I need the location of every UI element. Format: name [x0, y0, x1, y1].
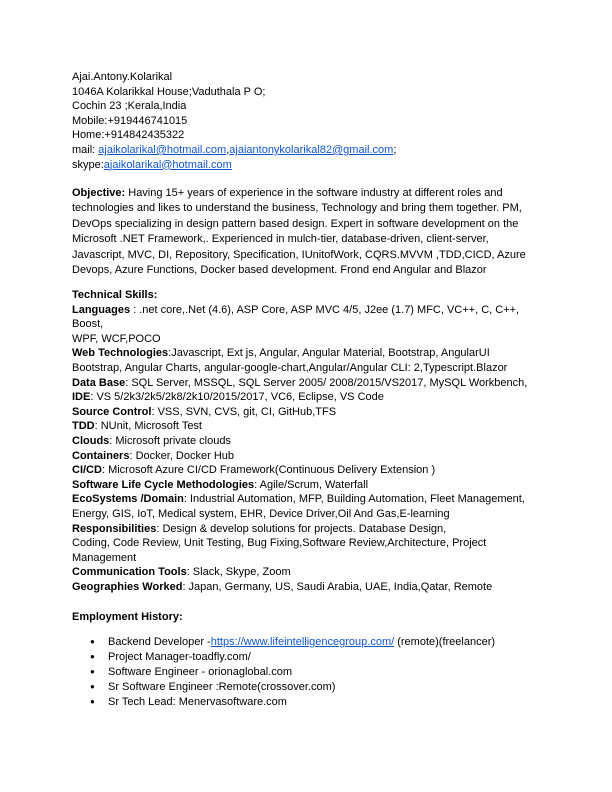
skill-line — [72, 405, 552, 420]
skype-label: skype: — [72, 158, 104, 171]
objective-text: Microsoft .NET Framework,. Experienced in mulch-tier, database-driven, client-server, — [72, 233, 489, 246]
skill-label: EcoSystems /Domain — [72, 493, 184, 506]
mail-line — [72, 143, 552, 158]
skill-text: : VSS, SVN, CVS, git, CI, GitHub,TFS — [151, 405, 337, 418]
mail-separator: , — [226, 143, 230, 156]
skill-line — [72, 449, 552, 464]
skill-label: CI/CD — [72, 464, 102, 477]
employment-item — [90, 634, 550, 649]
employment-list — [90, 634, 550, 709]
contact-block — [72, 70, 552, 172]
objective-section — [72, 186, 552, 278]
skill-label: Web Technologies — [72, 347, 169, 360]
employment-item — [90, 664, 550, 679]
employment-text: Project Manager-toadfly.com/ — [108, 651, 251, 663]
skill-text: : .net core,.Net (4.6), ASP Core, ASP MVC 4/5, J2ee (1.7) MFC, VC++, C, C++, — [130, 303, 520, 316]
skill-text: : Industrial Automation, MFP, Building Automation, Fleet Management, — [183, 493, 525, 506]
skill-label: Data Base — [72, 376, 126, 389]
employment-item — [90, 679, 550, 694]
skill-line — [72, 565, 552, 580]
skill-label: Containers — [72, 449, 130, 462]
skill-label: Languages — [72, 303, 131, 316]
skill-text: Management — [72, 551, 137, 564]
skill-line — [72, 463, 552, 478]
mail-end: ; — [393, 143, 397, 156]
employment-text: Sr Tech Lead: Menervasoftware.com — [108, 696, 287, 708]
skill-text: : Agile/Scrum, Waterfall — [254, 478, 369, 491]
skill-line — [72, 580, 552, 595]
skill-text: : NUnit, Microsoft Test — [94, 420, 202, 433]
skill-line — [72, 376, 552, 391]
skill-text: : Design & develop solutions for projects. Database Design, — [156, 522, 447, 535]
skill-line — [72, 419, 552, 434]
skill-text: : Microsoft private clouds — [109, 434, 231, 447]
name: Ajai.Antony.Kolarikal — [72, 71, 173, 83]
bullet-icon: ● — [90, 682, 95, 691]
skill-text: : Docker, Docker Hub — [129, 449, 235, 462]
employment-text: Backend Developer - — [108, 636, 211, 648]
address-line-1: 1046A Kolarikkal House;Vaduthala P O; — [72, 85, 266, 98]
skill-line — [72, 536, 552, 551]
skill-text: :Javascript, Ext js, Angular, Angular Material, Bootstrap, AngularUI — [168, 347, 490, 360]
employment-text: Sr Software Engineer :Remote(crossover.com) — [108, 681, 336, 693]
skill-label: Responsibilities — [72, 522, 157, 535]
skill-line — [72, 390, 552, 405]
mail-link-gmail[interactable]: ajaiantonykolarikal82@gmail.com — [229, 143, 394, 156]
skill-label: Software Life Cycle Methodologies — [72, 478, 255, 491]
objective-text: Javascript, MVC, DI, Repository, Specification, IUnitofWork, CQRS.MVVM ,TDD,CICD, Azure — [72, 248, 526, 261]
mail-link-hotmail[interactable]: ajaikolarikal@hotmail.com — [98, 143, 227, 156]
employment-history-heading: Employment History: — [72, 611, 183, 623]
employment-heading-wrap — [72, 610, 552, 625]
skill-text: : VS 5/2k3/2k5/2k8/2k10/2015/2017, VC6, Eclipse, VS Code — [90, 391, 384, 404]
skill-text: : Slack, Skype, Zoom — [186, 566, 291, 579]
skill-text: : Microsoft Azure CI/CD Framework(Continuous Delivery Extension ) — [101, 464, 436, 477]
skill-line — [72, 332, 552, 347]
skill-text: Boost, — [72, 318, 104, 331]
skill-text: Coding, Code Review, Unit Testing, Bug Fixing,Software Review,Architecture, Project — [72, 537, 487, 550]
technical-skills-heading: Technical Skills: — [72, 289, 158, 301]
skill-text: WPF, WCF,POCO — [72, 332, 161, 345]
skill-text: Energy, GIS, IoT, Medical system, EHR, Device Driver,Oil And Gas,E-learning — [72, 507, 450, 520]
employment-item — [90, 649, 550, 664]
skill-text: : SQL Server, MSSQL, SQL Server 2005/ 2008/2015/VS2017, MySQL Workbench, — [125, 376, 528, 389]
skill-line — [72, 507, 552, 522]
skill-text: : Japan, Germany, US, Saudi Arabia, UAE, India,Qatar, Remote — [182, 580, 493, 593]
skill-label: Geographies Worked — [72, 580, 183, 593]
mail-label: mail: — [72, 143, 99, 156]
technical-skills-section — [72, 288, 552, 594]
objective-text: Having 15+ years of experience in the software industry at different roles and — [125, 187, 503, 199]
skill-line — [72, 317, 552, 332]
employment-item — [90, 694, 550, 709]
skill-label: TDD — [72, 420, 95, 433]
skill-line — [72, 492, 552, 507]
bullet-icon: ● — [90, 637, 95, 646]
objective-text: technologies and likes to understand the business, Technology and bring them together. PM, — [72, 202, 522, 215]
skill-label: IDE — [72, 391, 91, 404]
mobile: Mobile:+919446741015 — [72, 114, 188, 127]
skill-line — [72, 522, 552, 537]
bullet-icon: ● — [90, 652, 95, 661]
bullet-icon: ● — [90, 697, 95, 706]
skype-link[interactable]: ajaikolarikal@hotmail.com — [103, 158, 232, 171]
bullet-icon: ● — [90, 667, 95, 676]
skill-line — [72, 346, 552, 361]
employment-note: (remote)(freelancer) — [394, 636, 496, 648]
skill-text: Bootstrap, Angular Charts, angular-google-chart,Angular/Angular CLI: 2,Typescript.Blazor — [72, 361, 508, 374]
skill-line — [72, 361, 552, 376]
employment-link[interactable]: https://www.lifeintelligencegroup.com/ — [210, 636, 395, 648]
objective-label: Objective: — [72, 187, 126, 199]
skill-line — [72, 478, 552, 493]
home-phone: Home:+914842435322 — [72, 129, 185, 142]
skill-line — [72, 303, 552, 318]
objective-text: DevOps specializing in design pattern based design. Expert in software development on the — [72, 217, 519, 230]
employment-text: Software Engineer - orionaglobal.com — [108, 666, 293, 678]
skill-label: Clouds — [72, 434, 110, 447]
skype-line — [72, 158, 552, 173]
objective-text: Devops, Azure Functions, Docker based development. Frond end Angular and Blazor — [72, 263, 487, 276]
skill-label: Communication Tools — [72, 566, 187, 579]
skill-line — [72, 551, 552, 566]
skill-label: Source Control — [72, 405, 152, 418]
skill-line — [72, 434, 552, 449]
address-line-2: Cochin 23 ;Kerala,India — [72, 100, 187, 113]
